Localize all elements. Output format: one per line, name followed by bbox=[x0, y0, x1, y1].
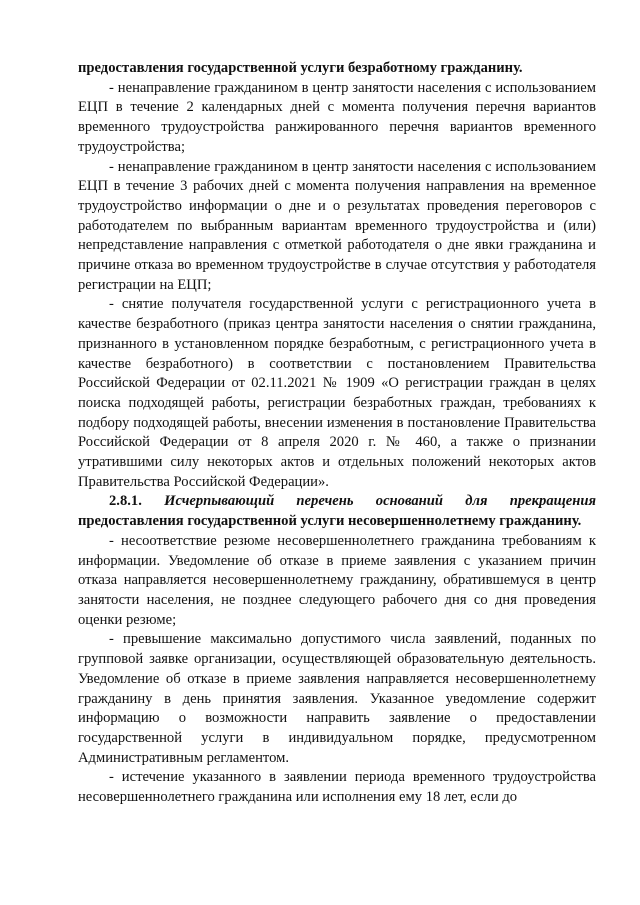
document-body bbox=[78, 59, 596, 808]
paragraph-item: - превышение максимально допустимого числа заявлений, поданных по групповой заявке организации, осуществляющей образовательную деятельность. Уведомление об отказе в приеме заявления направляется несовершеннолетнему гражданину в день принятия заявления. Указанное уведомление содержит информацию о возможности направить заявление о предоставлении государственной услуги в индивидуальном порядке, предусмотренном Административным регламентом. bbox=[78, 631, 596, 766]
paragraph-item: - ненаправление гражданином в центр занятости населения с использованием ЕЦП в течение 2 календарных дней с момента получения перечня вариантов временного трудоустройства ранжированного перечня вариантов временного трудоустройства; bbox=[78, 79, 596, 155]
paragraph-item: - снятие получателя государственной услуги с регистрационного учета в качестве безработного (приказ центра занятости населения о снятии гражданина, признанного в установленном порядке безработным, с регистрационного учета в качестве безработного) в соответствии с постановлением Правительства Российской Федерации от 02.11.2021 № 1909 «О регистрации граждан в целях поиска подходящей работы, регистрации безработных граждан, требованиях к подбору подходящей работы, внесении изменения в постановление Правительства Российской Федерации от 8 апреля 2020 г. № 460, а также о признании утратившими силу некоторых актов и отдельных положений некоторых актов Правительства Российской Федерации». bbox=[78, 296, 596, 490]
paragraph-item: - ненаправление гражданином в центр занятости населения с использованием ЕЦП в течение 3 рабочих дней с момента получения направления на временное трудоустройство информации о дне и о результатах проведения переговоров с работодателем по выбранным вариантам временного трудоустройства и (или) непредставление направления с отметкой работодателя о дне явки гражданина и причине отказа во временном трудоустройстве в случае отсутствия у работодателя регистрации на ЕЦП; bbox=[78, 158, 596, 293]
section-title-rest: предоставления государственной услуги несовершеннолетнему гражданину. bbox=[78, 513, 582, 530]
section-number: 2.8.1. bbox=[109, 493, 142, 510]
paragraph-item: - истечение указанного в заявлении периода временного трудоустройства несовершеннолетнего гражданина или исполнения ему 18 лет, если до bbox=[78, 769, 596, 806]
section-heading bbox=[78, 492, 596, 531]
paragraph-item: - несоответствие резюме несовершеннолетнего гражданина требованиям к информации. Уведомление об отказе в приеме заявления с указанием причин отказа направляется несовершеннолетнему гражданину, обратившемуся в центр занятости населения, не позднее следующего рабочего дня со дня проведения оценки резюме; bbox=[78, 532, 596, 628]
paragraph-intro: предоставления государственной услуги безработному гражданину. bbox=[78, 60, 523, 76]
section-title: Исчерпывающий перечень оснований для прекращения bbox=[164, 493, 596, 510]
